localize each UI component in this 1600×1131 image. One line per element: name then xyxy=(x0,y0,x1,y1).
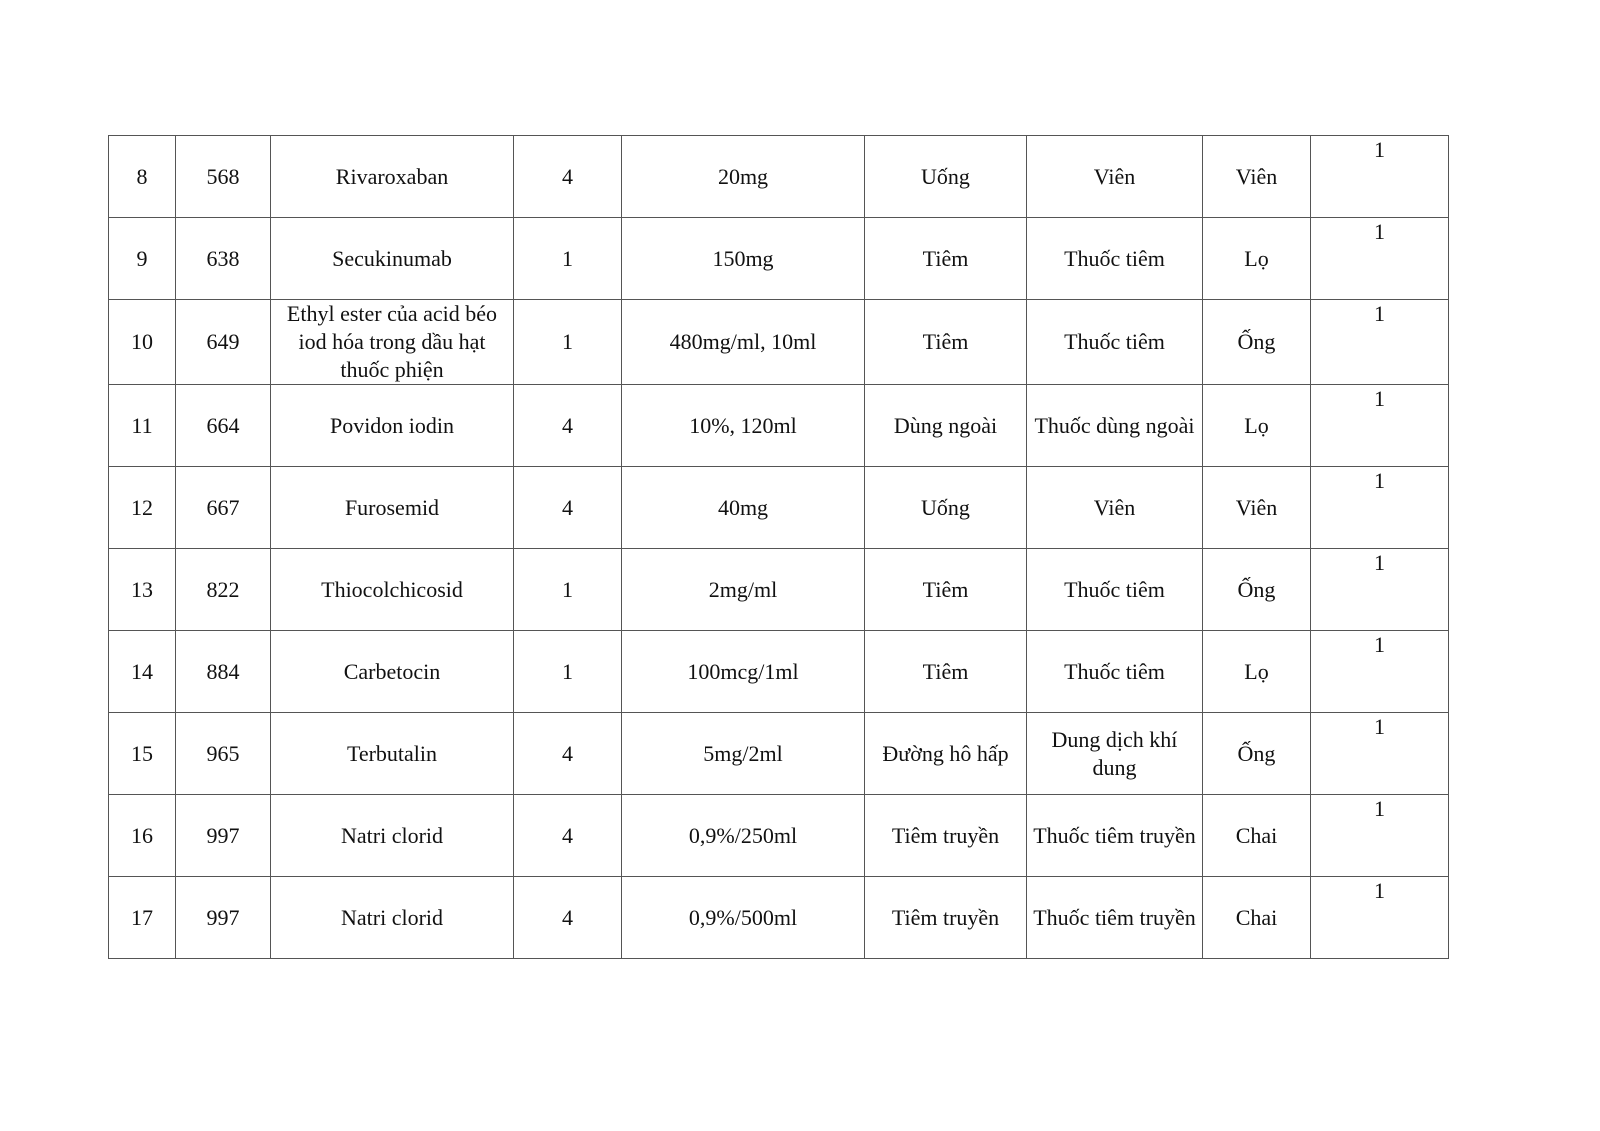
cell-strength: 0,9%/250ml xyxy=(622,795,865,877)
cell-stt: 14 xyxy=(109,631,176,713)
cell-dosage-form: Thuốc dùng ngoài xyxy=(1027,385,1203,467)
cell-group: 1 xyxy=(514,631,622,713)
cell-quantity: 1 xyxy=(1311,385,1449,467)
cell-dosage-form: Thuốc tiêm xyxy=(1027,631,1203,713)
table-row xyxy=(109,467,1449,549)
cell-group: 1 xyxy=(514,549,622,631)
cell-unit: Chai xyxy=(1203,795,1311,877)
cell-quantity: 1 xyxy=(1311,467,1449,549)
cell-unit: Chai xyxy=(1203,877,1311,959)
cell-unit: Ống xyxy=(1203,300,1311,385)
cell-unit: Ống xyxy=(1203,549,1311,631)
cell-code: 965 xyxy=(176,713,271,795)
cell-drug-name: Ethyl ester của acid béo iod hóa trong dầu hạt thuốc phiện xyxy=(271,300,514,385)
cell-quantity: 1 xyxy=(1311,549,1449,631)
cell-code: 667 xyxy=(176,467,271,549)
cell-dosage-form: Thuốc tiêm truyền xyxy=(1027,795,1203,877)
cell-drug-name: Rivaroxaban xyxy=(271,136,514,218)
cell-strength: 20mg xyxy=(622,136,865,218)
table-row xyxy=(109,385,1449,467)
table-row xyxy=(109,795,1449,877)
cell-unit: Lọ xyxy=(1203,385,1311,467)
cell-stt: 12 xyxy=(109,467,176,549)
cell-group: 4 xyxy=(514,877,622,959)
table-row xyxy=(109,300,1449,385)
cell-strength: 5mg/2ml xyxy=(622,713,865,795)
cell-unit: Viên xyxy=(1203,467,1311,549)
cell-route: Tiêm xyxy=(865,549,1027,631)
cell-code: 638 xyxy=(176,218,271,300)
cell-strength: 150mg xyxy=(622,218,865,300)
cell-quantity: 1 xyxy=(1311,300,1449,385)
cell-group: 4 xyxy=(514,136,622,218)
cell-route: Đường hô hấp xyxy=(865,713,1027,795)
cell-dosage-form: Dung dịch khí dung xyxy=(1027,713,1203,795)
cell-drug-name: Terbutalin xyxy=(271,713,514,795)
cell-strength: 2mg/ml xyxy=(622,549,865,631)
cell-stt: 10 xyxy=(109,300,176,385)
cell-drug-name: Furosemid xyxy=(271,467,514,549)
cell-group: 1 xyxy=(514,218,622,300)
table-row xyxy=(109,136,1449,218)
drug-table xyxy=(108,135,1449,959)
cell-strength: 40mg xyxy=(622,467,865,549)
cell-unit: Lọ xyxy=(1203,631,1311,713)
cell-strength: 0,9%/500ml xyxy=(622,877,865,959)
cell-route: Tiêm xyxy=(865,218,1027,300)
cell-dosage-form: Thuốc tiêm xyxy=(1027,218,1203,300)
cell-code: 884 xyxy=(176,631,271,713)
cell-quantity: 1 xyxy=(1311,877,1449,959)
table-row xyxy=(109,218,1449,300)
cell-quantity: 1 xyxy=(1311,136,1449,218)
cell-group: 4 xyxy=(514,467,622,549)
cell-drug-name: Carbetocin xyxy=(271,631,514,713)
cell-dosage-form: Thuốc tiêm truyền xyxy=(1027,877,1203,959)
cell-group: 4 xyxy=(514,795,622,877)
table-row xyxy=(109,549,1449,631)
cell-stt: 13 xyxy=(109,549,176,631)
cell-drug-name: Povidon iodin xyxy=(271,385,514,467)
cell-drug-name: Thiocolchicosid xyxy=(271,549,514,631)
cell-quantity: 1 xyxy=(1311,631,1449,713)
cell-route: Tiêm truyền xyxy=(865,877,1027,959)
cell-strength: 480mg/ml, 10ml xyxy=(622,300,865,385)
table-row xyxy=(109,713,1449,795)
cell-route: Tiêm xyxy=(865,300,1027,385)
cell-code: 568 xyxy=(176,136,271,218)
cell-code: 822 xyxy=(176,549,271,631)
cell-code: 649 xyxy=(176,300,271,385)
cell-route: Tiêm truyền xyxy=(865,795,1027,877)
cell-quantity: 1 xyxy=(1311,795,1449,877)
table-body xyxy=(109,136,1449,959)
cell-unit: Ống xyxy=(1203,713,1311,795)
cell-drug-name: Natri clorid xyxy=(271,795,514,877)
cell-unit: Viên xyxy=(1203,136,1311,218)
cell-code: 997 xyxy=(176,877,271,959)
cell-stt: 9 xyxy=(109,218,176,300)
cell-stt: 17 xyxy=(109,877,176,959)
table-row xyxy=(109,631,1449,713)
cell-route: Uống xyxy=(865,467,1027,549)
cell-dosage-form: Viên xyxy=(1027,467,1203,549)
cell-drug-name: Natri clorid xyxy=(271,877,514,959)
cell-quantity: 1 xyxy=(1311,218,1449,300)
cell-stt: 8 xyxy=(109,136,176,218)
cell-dosage-form: Viên xyxy=(1027,136,1203,218)
cell-group: 4 xyxy=(514,713,622,795)
cell-group: 4 xyxy=(514,385,622,467)
cell-group: 1 xyxy=(514,300,622,385)
cell-route: Tiêm xyxy=(865,631,1027,713)
cell-strength: 100mcg/1ml xyxy=(622,631,865,713)
cell-route: Uống xyxy=(865,136,1027,218)
cell-stt: 11 xyxy=(109,385,176,467)
cell-route: Dùng ngoài xyxy=(865,385,1027,467)
cell-strength: 10%, 120ml xyxy=(622,385,865,467)
cell-dosage-form: Thuốc tiêm xyxy=(1027,549,1203,631)
cell-stt: 15 xyxy=(109,713,176,795)
cell-quantity: 1 xyxy=(1311,713,1449,795)
cell-stt: 16 xyxy=(109,795,176,877)
table-row xyxy=(109,877,1449,959)
cell-code: 997 xyxy=(176,795,271,877)
cell-dosage-form: Thuốc tiêm xyxy=(1027,300,1203,385)
cell-unit: Lọ xyxy=(1203,218,1311,300)
cell-drug-name: Secukinumab xyxy=(271,218,514,300)
cell-code: 664 xyxy=(176,385,271,467)
